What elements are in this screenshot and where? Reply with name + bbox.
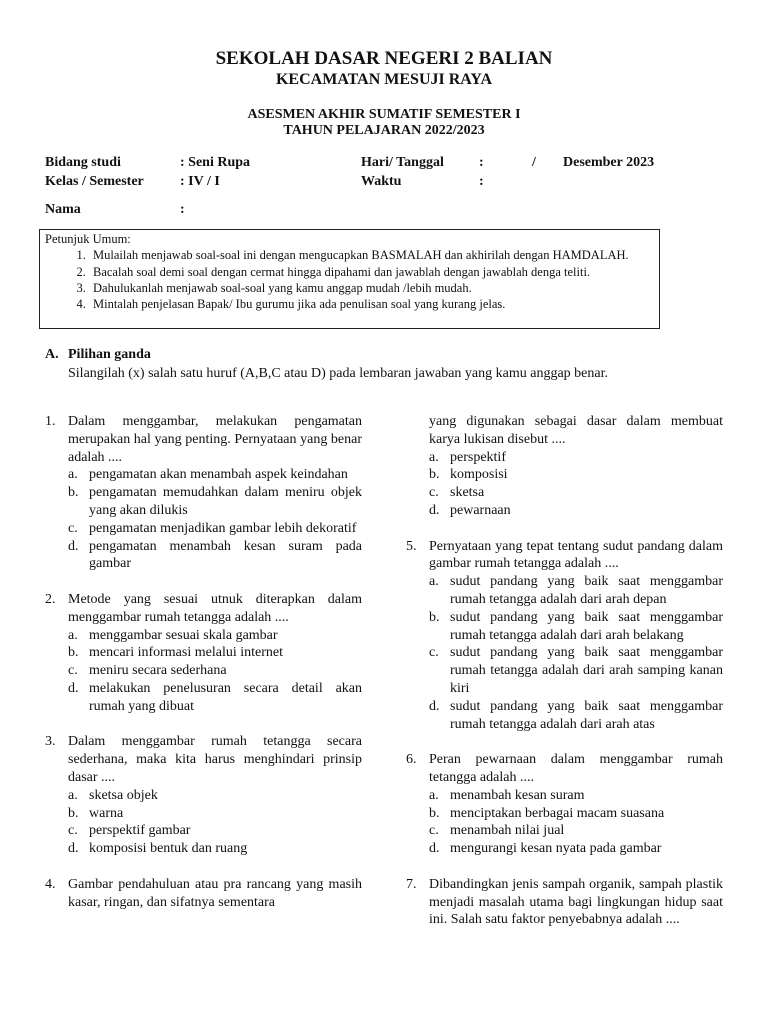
question-4-continued [406, 413, 723, 520]
question-1 [45, 413, 362, 573]
option-text: pengamatan akan menambah aspek keindahan [89, 467, 348, 483]
instructions-list [45, 247, 654, 312]
question-text: Peran pewarnaan dalam menggambar rumah tetangga adalah .... [429, 752, 723, 785]
answer-option[interactable] [429, 822, 723, 840]
question-text-continued: yang digunakan sebagai dasar dalam membuat karya lukisan disebut .... [429, 414, 723, 447]
answer-option[interactable] [68, 822, 362, 840]
question-number: 1. [45, 414, 56, 429]
option-letter: c. [429, 823, 439, 839]
option-letter: d. [68, 841, 79, 857]
answer-option[interactable] [68, 805, 362, 823]
option-text: pengamatan menambah kesan suram pada gambar [89, 538, 362, 572]
option-text: menggambar sesuai skala gambar [89, 627, 278, 643]
option-letter: d. [68, 680, 79, 696]
answer-option[interactable] [68, 466, 362, 484]
question-5 [406, 538, 723, 734]
answer-option[interactable] [429, 502, 723, 520]
day-label: Hari/ Tanggal [361, 155, 444, 170]
option-text: meniru secara sederhana [89, 663, 227, 679]
answer-option[interactable] [68, 662, 362, 680]
answer-option[interactable] [429, 573, 723, 609]
option-letter: b. [68, 485, 79, 501]
option-text: sudut pandang yang baik saat menggambar rumah tetangga adalah dari arah atas [450, 698, 723, 732]
name-colon: : [180, 202, 185, 217]
class-value: : IV / I [180, 174, 220, 189]
instruction-item: 2. Bacalah soal demi soal dengan cermat hingga dipahami dan jawablah dengan jawablah denga teliti. [89, 264, 654, 280]
question-4 [45, 876, 362, 912]
day-value: Desember 2023 [563, 155, 655, 170]
answer-option[interactable] [68, 644, 362, 662]
day-slash: / [532, 155, 536, 170]
instructions-title: Petunjuk Umum: [45, 232, 131, 246]
option-letter: d. [429, 698, 440, 714]
day-colon: : [479, 155, 484, 170]
option-letter: d. [429, 841, 440, 857]
option-text: warna [89, 805, 124, 821]
option-letter: b. [429, 467, 440, 483]
question-text: Dibandingkan jenis sampah organik, sampah plastik menjadi masalah utama bagi lingkungan hidup saat ini. Salah satu faktor penyebabnya adalah .... [429, 876, 723, 928]
answer-option[interactable] [429, 466, 723, 484]
option-letter: c. [429, 485, 439, 501]
question-text: Metode yang sesuai utnuk diterapkan dalam menggambar rumah tetangga adalah .... [68, 591, 362, 625]
option-letter: d. [68, 538, 79, 554]
answer-option[interactable] [68, 484, 362, 520]
answer-option[interactable] [429, 840, 723, 858]
answer-option[interactable] [68, 627, 362, 645]
option-letter: a. [68, 467, 78, 483]
option-text: sudut pandang yang baik saat menggambar rumah tetangga adalah dari arah depan [450, 574, 723, 607]
option-letter: a. [68, 787, 78, 803]
question-number: 2. [45, 591, 56, 607]
time-label: Waktu [361, 174, 402, 189]
option-text: sketsa [450, 485, 485, 501]
option-text: pengamatan menjadikan gambar lebih dekoratif [89, 520, 357, 536]
option-text: komposisi [450, 467, 508, 483]
right-column [406, 413, 723, 929]
answer-option[interactable] [429, 449, 723, 467]
question-number: 3. [45, 734, 56, 750]
option-text: menambah kesan suram [450, 787, 585, 803]
answer-option[interactable] [68, 538, 362, 574]
option-letter: a. [68, 627, 78, 643]
question-number: 4. [45, 876, 56, 892]
question-3 [45, 733, 362, 858]
question-7 [406, 876, 723, 929]
option-text: sudut pandang yang baik saat menggambar rumah tetangga adalah dari arah belakang [450, 609, 723, 643]
question-number: 7. [406, 876, 417, 892]
option-text: mencari informasi melalui internet [89, 645, 283, 661]
question-text: Gambar pendahuluan atau pra rancang yang masih kasar, ringan, dan sifatnya sementara [68, 876, 362, 910]
answer-option[interactable] [429, 644, 723, 697]
option-letter: b. [429, 609, 440, 625]
answer-option[interactable] [429, 484, 723, 502]
option-text: menciptakan berbagai macam suasana [450, 805, 665, 821]
option-letter: b. [68, 645, 79, 661]
answer-option[interactable] [68, 787, 362, 805]
question-6 [406, 751, 723, 858]
option-letter: c. [429, 645, 439, 661]
subject-label: Bidang studi [45, 155, 121, 170]
option-text: perspektif gambar [89, 823, 191, 839]
question-number: 5. [406, 538, 417, 554]
question-text: Pernyataan yang tepat tentang sudut pandang dalam gambar rumah tetangga adalah .... [429, 538, 723, 572]
class-label: Kelas / Semester [45, 174, 144, 189]
question-text: Dalam menggambar rumah tetangga secara sederhana, maka kita harus menghindari prinsip dasar .... [68, 734, 362, 785]
answer-option[interactable] [429, 805, 723, 823]
instruction-item: 4. Mintalah penjelasan Bapak/ Ibu gurumu jika ada penulisan soal yang kurang jelas. [89, 296, 654, 312]
option-text: sudut pandang yang baik saat menggambar rumah tetangga adalah dari arah samping kanan kiri [450, 645, 723, 696]
section-instruction: Silangilah (x) salah satu huruf (A,B,C atau D) pada lembaran jawaban yang kamu anggap benar. [68, 366, 608, 381]
option-letter: d. [429, 502, 440, 518]
option-letter: a. [429, 449, 439, 465]
district-name: KECAMATAN MESUJI RAYA [275, 71, 493, 88]
section-label: A. [45, 347, 59, 362]
question-text: Dalam menggambar, melakukan pengamatan merupakan hal yang penting. Pernyataan yang benar adalah .... [68, 414, 362, 465]
instructions-box [39, 229, 660, 329]
instruction-item: 1. Mulailah menjawab soal-soal ini dengan mengucapkan BASMALAH dan akhirilah dengan HAMDALAH. [89, 247, 654, 263]
answer-option[interactable] [68, 680, 362, 716]
option-text: sketsa objek [89, 787, 158, 803]
option-letter: a. [429, 574, 439, 590]
answer-option[interactable] [429, 787, 723, 805]
option-letter: c. [68, 663, 78, 679]
subject-value: : Seni Rupa [180, 155, 251, 170]
option-text: komposisi bentuk dan ruang [89, 841, 248, 857]
name-label: Nama [45, 202, 81, 217]
question-2 [45, 591, 362, 716]
answer-option[interactable] [429, 698, 723, 734]
academic-year: TAHUN PELAJARAN 2022/2023 [283, 123, 485, 138]
option-text: pengamatan memudahkan dalam meniru objek yang akan dilukis [89, 485, 362, 518]
question-number: 6. [406, 752, 417, 768]
option-letter: a. [429, 787, 439, 803]
time-colon: : [479, 174, 484, 189]
option-text: menambah nilai jual [450, 823, 565, 839]
section-title: Pilihan ganda [68, 347, 151, 362]
option-text: mengurangi kesan nyata pada gambar [450, 841, 662, 857]
option-text: perspektif [450, 449, 506, 465]
exam-title: ASESMEN AKHIR SUMATIF SEMESTER I [247, 107, 521, 122]
option-letter: b. [429, 805, 440, 821]
option-letter: c. [68, 520, 78, 536]
option-text: melakukan penelusuran secara detail akan rumah yang dibuat [89, 680, 362, 714]
school-name: SEKOLAH DASAR NEGERI 2 BALIAN [215, 48, 553, 69]
option-text: pewarnaan [450, 502, 511, 518]
answer-option[interactable] [68, 840, 362, 858]
left-column [45, 413, 362, 911]
answer-option[interactable] [68, 520, 362, 538]
instruction-item: 3. Dahulukanlah menjawab soal-soal yang kamu anggap mudah /lebih mudah. [89, 280, 654, 296]
option-letter: c. [68, 823, 78, 839]
option-letter: b. [68, 805, 79, 821]
answer-option[interactable] [429, 609, 723, 645]
